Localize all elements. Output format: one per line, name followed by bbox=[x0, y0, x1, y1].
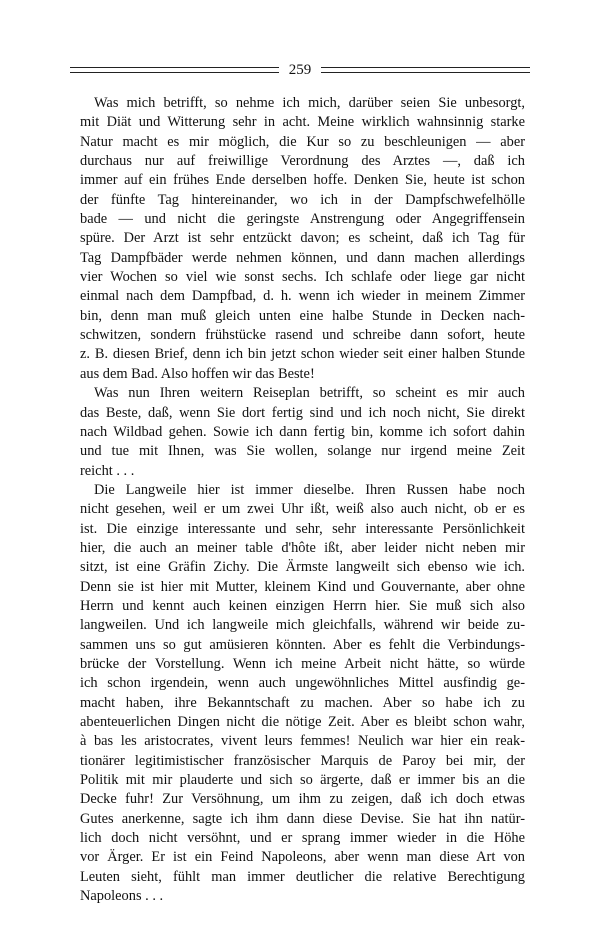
text-line: und tue mit Ihnen, was Sie wollen, solange nur irgend meine Zeit bbox=[80, 443, 525, 460]
text-line: schwitzen, sondern frühstücke rasend und schreibe dann sofort, heute bbox=[80, 327, 525, 344]
text-line: mit Diät und Witterung sehr in acht. Meine wirklich wahnsinnig starke bbox=[80, 114, 525, 131]
text-line: der fünfte Tag hintereinander, wo ich in der Dampfschwefelhölle bbox=[80, 191, 525, 208]
text-line: Was mich betrifft, so nehme ich mich, darüber seien Sie unbesorgt, bbox=[94, 95, 525, 111]
text-line: Die Langweile hier ist immer dieselbe. Ihren Russen habe noch bbox=[94, 481, 525, 498]
text-line: lich doch nicht versöhnt, und er sprang immer wieder in die Höhe bbox=[80, 830, 525, 847]
text-line: ist. Die einzige interessante und sehr, sehr interessante Persönlichkeit bbox=[80, 520, 525, 537]
text-line: einmal nach dem Dampfbad, d. h. wenn ich wieder in meinem Zimmer bbox=[80, 288, 525, 305]
text-line: ich schon irgendein, wenn auch ungewöhnliches Mittel ausfindig ge- bbox=[80, 675, 525, 692]
paragraph bbox=[80, 481, 525, 907]
page-header bbox=[70, 60, 530, 80]
paragraph bbox=[80, 94, 525, 384]
text-line: Denn sie ist hier mit Mutter, kleinem Kind und Gouvernante, aber ohne bbox=[80, 578, 525, 595]
text-line: sitzt, ist eine Gräfin Zichy. Die Ärmste langweilt sich ebenso wie ich. bbox=[80, 559, 525, 576]
text-line: vor Ärger. Er ist ein Feind Napoleons, aber wenn man diese Art von bbox=[80, 849, 525, 866]
text-line: Decke fuhr! Zur Versöhnung, um ihm zu zeigen, daß ich doch etwas bbox=[80, 791, 525, 808]
text-line: Gutes anerkenne, sagte ich ihm dann diese Devise. Sie hat ihn natür- bbox=[80, 810, 525, 827]
text-line: immer auf ein frühes Ende derselben hoffe. Denken Sie, heute ist schon bbox=[80, 172, 525, 189]
header-rule-right bbox=[321, 67, 530, 73]
text-line: Was nun Ihren weitern Reiseplan betrifft, so scheint es mir auch bbox=[94, 385, 525, 402]
header-rule-left bbox=[70, 67, 279, 73]
text-line: nach Wildbad gehen. Sowie ich dann fertig bin, komme ich sofort dahin bbox=[80, 423, 525, 440]
text-line: brücke der Vorstellung. Wenn ich meine Arbeit nicht hätte, so würde bbox=[80, 655, 525, 672]
text-line: bin, denn man muß gleich unten eine halbe Stunde in Decken nach- bbox=[80, 307, 525, 324]
text-line: Napoleons . . . bbox=[80, 888, 164, 905]
text-line: sammen uns so gut amüsieren könnten. Aber es fehlt die Verbindungs- bbox=[80, 636, 525, 653]
text-line: spüre. Der Arzt ist sehr entzückt davon; es scheint, daß ich Tag für bbox=[80, 230, 525, 247]
paragraph bbox=[80, 384, 525, 481]
text-line: abenteuerlichen Dingen nicht die nötige Zeit. Aber es bleibt schon wahr, bbox=[80, 714, 525, 730]
text-line: Natur macht es mir möglich, die Kur so zu beschleunigen — aber bbox=[80, 133, 525, 150]
text-line: Tag Dampfbäder werde nehmen können, und dann machen allerdings bbox=[80, 249, 525, 266]
text-line: bade — und nicht die geringste Anstrengung oder Angegriffensein bbox=[80, 211, 525, 228]
text-line: nicht gesehen, weil er um zwei Uhr ißt, weiß also auch nicht, ob er es bbox=[80, 501, 525, 518]
text-line: tionärer legitimistischer französischer Marquis de Paroy bei mir, der bbox=[80, 752, 525, 769]
text-line: Politik mit mir plauderte und sich so ärgerte, daß er immer bis an die bbox=[80, 772, 525, 789]
text-line: reicht . . . bbox=[80, 462, 135, 479]
text-line: z. B. diesen Brief, denn ich bin jetzt schon wieder seit einer halben Stunde bbox=[80, 346, 525, 363]
text-line: macht haben, ihre Bekanntschaft zu machen. Aber so habe ich zu bbox=[80, 694, 525, 711]
page-number: 259 bbox=[288, 62, 312, 78]
text-line: durchaus nur auf freiwillige Verordnung des Arztes —, daß ich bbox=[80, 153, 525, 170]
text-line: Herrn und kennt auch keinen einzigen Herrn hier. Sie muß sich also bbox=[80, 597, 525, 614]
text-line: das Beste, daß, wenn Sie dort fertig sind und ich noch nicht, Sie direkt bbox=[80, 404, 525, 421]
text-line: à bas les aristocrates, vivent leurs femmes! Neulich war hier ein reak- bbox=[80, 733, 525, 750]
text-line: hier, die auch an meiner table d'hôte ißt, aber leider nicht neben mir bbox=[80, 539, 525, 556]
text-line: aus dem Bad. Also hoffen wir das Beste! bbox=[80, 365, 315, 382]
body-text bbox=[80, 94, 525, 906]
text-line: Leuten sieht, fühlt man immer deutlicher die relative Berechtigung bbox=[80, 868, 525, 885]
text-line: vier Wochen so viel wie sonst sechs. Ich schlafe oder liege gar nicht bbox=[80, 269, 525, 286]
text-line: langweilen. Und ich langweile mich gleichfalls, während wir beide zu- bbox=[80, 617, 525, 634]
